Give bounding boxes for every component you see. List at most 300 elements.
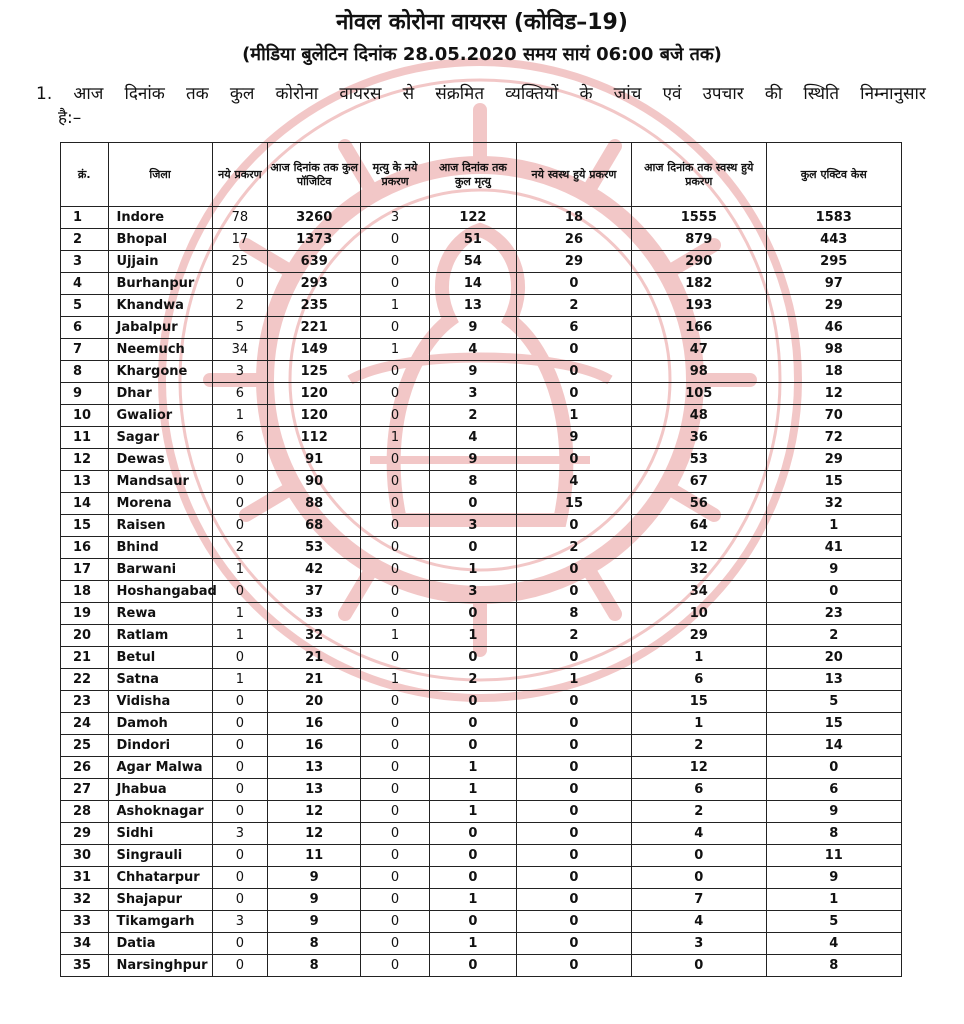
cell-serial: 35: [61, 955, 109, 977]
header-total-deaths: आज दिनांक तक कुल मृत्यु: [429, 143, 516, 207]
cell-active-cases: 29: [766, 449, 902, 471]
intro-word: के: [579, 84, 593, 104]
cell-serial: 23: [61, 691, 109, 713]
table-row: [61, 735, 902, 757]
cell-district: Ratlam: [108, 625, 212, 647]
cell-serial: 30: [61, 845, 109, 867]
table-row: [61, 713, 902, 735]
cell-new-deaths: 0: [361, 845, 430, 867]
cell-district: Betul: [108, 647, 212, 669]
cell-new-recovered: 0: [516, 339, 631, 361]
page-title: नोवल कोरोना वायरस (कोविड–19): [336, 10, 628, 35]
cell-new-deaths: 0: [361, 251, 430, 273]
cell-active-cases: 443: [766, 229, 902, 251]
cell-new-recovered: 0: [516, 581, 631, 603]
cell-new-cases: 0: [212, 647, 268, 669]
table-row: [61, 515, 902, 537]
intro-word: कुल: [229, 84, 255, 104]
cell-total-recovered: 36: [632, 427, 766, 449]
cell-serial: 5: [61, 295, 109, 317]
cell-new-cases: 2: [212, 537, 268, 559]
cell-total-deaths: 1: [429, 889, 516, 911]
cell-new-cases: 0: [212, 955, 268, 977]
cell-serial: 10: [61, 405, 109, 427]
cell-serial: 3: [61, 251, 109, 273]
table-row: [61, 273, 902, 295]
cell-district: Hoshangabad: [108, 581, 212, 603]
intro-word: निम्नानुसार: [860, 84, 926, 104]
cell-total-recovered: 56: [632, 493, 766, 515]
cell-active-cases: 15: [766, 471, 902, 493]
cell-new-cases: 0: [212, 713, 268, 735]
cell-total-recovered: 6: [632, 669, 766, 691]
cell-total-recovered: 12: [632, 537, 766, 559]
cell-district: Ashoknagar: [108, 801, 212, 823]
cell-total-deaths: 1: [429, 933, 516, 955]
cell-active-cases: 2: [766, 625, 902, 647]
cell-serial: 21: [61, 647, 109, 669]
table-row: [61, 383, 902, 405]
cell-total-recovered: 53: [632, 449, 766, 471]
cell-active-cases: 1583: [766, 207, 902, 229]
cell-new-recovered: 0: [516, 955, 631, 977]
cell-total-recovered: 15: [632, 691, 766, 713]
table-row: [61, 625, 902, 647]
cell-total-deaths: 14: [429, 273, 516, 295]
cell-total-positive: 9: [268, 911, 361, 933]
cell-total-deaths: 1: [429, 757, 516, 779]
table-row: [61, 537, 902, 559]
header-total-positive: आज दिनांक तक कुल पॉजिटिव: [268, 143, 361, 207]
cell-total-recovered: 879: [632, 229, 766, 251]
intro-line-2: है:–: [58, 108, 82, 128]
cell-total-positive: 3260: [268, 207, 361, 229]
header-new-recovered: नये स्वस्थ हुये प्रकरण: [516, 143, 631, 207]
table-row: [61, 911, 902, 933]
table-row: [61, 691, 902, 713]
cell-new-recovered: 0: [516, 911, 631, 933]
cell-new-deaths: 3: [361, 207, 430, 229]
cell-new-recovered: 29: [516, 251, 631, 273]
cell-total-positive: 149: [268, 339, 361, 361]
cell-new-cases: 0: [212, 845, 268, 867]
cell-new-recovered: 8: [516, 603, 631, 625]
intro-word: तक: [185, 84, 209, 104]
intro-word: जांच: [613, 84, 642, 104]
cell-new-deaths: 0: [361, 493, 430, 515]
cell-district: Mandsaur: [108, 471, 212, 493]
cell-active-cases: 98: [766, 339, 902, 361]
cell-new-cases: 1: [212, 559, 268, 581]
cell-total-positive: 37: [268, 581, 361, 603]
table-row: [61, 669, 902, 691]
intro-word: दिनांक: [124, 84, 165, 104]
cell-total-positive: 11: [268, 845, 361, 867]
cell-active-cases: 41: [766, 537, 902, 559]
cell-district: Khargone: [108, 361, 212, 383]
cell-total-deaths: 0: [429, 647, 516, 669]
cell-district: Neemuch: [108, 339, 212, 361]
cell-active-cases: 8: [766, 955, 902, 977]
cell-total-positive: 8: [268, 933, 361, 955]
table-row: [61, 889, 902, 911]
cell-new-recovered: 26: [516, 229, 631, 251]
cell-active-cases: 13: [766, 669, 902, 691]
cell-new-deaths: 0: [361, 867, 430, 889]
cell-serial: 1: [61, 207, 109, 229]
cell-district: Indore: [108, 207, 212, 229]
cell-new-recovered: 0: [516, 691, 631, 713]
cell-active-cases: 70: [766, 405, 902, 427]
cell-new-cases: 0: [212, 449, 268, 471]
cell-district: Morena: [108, 493, 212, 515]
cell-new-deaths: 0: [361, 933, 430, 955]
cell-district: Dewas: [108, 449, 212, 471]
cell-total-positive: 120: [268, 405, 361, 427]
cell-new-recovered: 15: [516, 493, 631, 515]
cell-serial: 20: [61, 625, 109, 647]
cell-new-cases: 34: [212, 339, 268, 361]
cell-total-deaths: 4: [429, 427, 516, 449]
cell-serial: 28: [61, 801, 109, 823]
cell-total-recovered: 193: [632, 295, 766, 317]
cell-serial: 17: [61, 559, 109, 581]
cell-total-recovered: 7: [632, 889, 766, 911]
cell-new-deaths: 1: [361, 427, 430, 449]
intro-word: आज: [73, 84, 104, 104]
cell-active-cases: 23: [766, 603, 902, 625]
cell-active-cases: 6: [766, 779, 902, 801]
cell-district: Datia: [108, 933, 212, 955]
cell-new-deaths: 0: [361, 735, 430, 757]
cell-total-recovered: 6: [632, 779, 766, 801]
cell-new-recovered: 9: [516, 427, 631, 449]
cell-serial: 4: [61, 273, 109, 295]
cell-total-recovered: 67: [632, 471, 766, 493]
cell-active-cases: 12: [766, 383, 902, 405]
cell-total-deaths: 1: [429, 801, 516, 823]
cell-serial: 25: [61, 735, 109, 757]
cell-new-cases: 0: [212, 867, 268, 889]
cell-new-cases: 0: [212, 515, 268, 537]
cell-serial: 34: [61, 933, 109, 955]
cell-total-recovered: 32: [632, 559, 766, 581]
cell-total-recovered: 34: [632, 581, 766, 603]
header-new-deaths: मृत्यु के नये प्रकरण: [361, 143, 430, 207]
table-row: [61, 361, 902, 383]
cell-new-cases: 0: [212, 757, 268, 779]
cell-total-recovered: 0: [632, 955, 766, 977]
cell-active-cases: 5: [766, 911, 902, 933]
cell-new-recovered: 0: [516, 515, 631, 537]
cell-district: Damoh: [108, 713, 212, 735]
intro-line-1: [36, 82, 926, 106]
table-row: [61, 845, 902, 867]
cell-new-cases: 17: [212, 229, 268, 251]
cell-active-cases: 14: [766, 735, 902, 757]
cell-new-recovered: 0: [516, 647, 631, 669]
cell-serial: 12: [61, 449, 109, 471]
cell-total-deaths: 0: [429, 823, 516, 845]
table-row: [61, 801, 902, 823]
cell-active-cases: 15: [766, 713, 902, 735]
cell-total-deaths: 0: [429, 955, 516, 977]
cell-new-cases: 78: [212, 207, 268, 229]
cell-district: Rewa: [108, 603, 212, 625]
cell-total-recovered: 3: [632, 933, 766, 955]
cell-new-deaths: 1: [361, 295, 430, 317]
cell-serial: 9: [61, 383, 109, 405]
cell-total-deaths: 0: [429, 493, 516, 515]
cell-serial: 15: [61, 515, 109, 537]
table-row: [61, 493, 902, 515]
cell-new-deaths: 0: [361, 273, 430, 295]
cell-serial: 31: [61, 867, 109, 889]
table-row: [61, 955, 902, 977]
cell-active-cases: 29: [766, 295, 902, 317]
intro-number: 1.: [36, 84, 53, 104]
cell-new-recovered: 0: [516, 757, 631, 779]
cell-district: Shajapur: [108, 889, 212, 911]
cell-district: Khandwa: [108, 295, 212, 317]
table-row: [61, 229, 902, 251]
cell-total-deaths: 3: [429, 581, 516, 603]
cell-total-positive: 33: [268, 603, 361, 625]
cell-total-recovered: 4: [632, 823, 766, 845]
table-row: [61, 251, 902, 273]
header-new-cases: नये प्रकरण: [212, 143, 268, 207]
cell-total-deaths: 8: [429, 471, 516, 493]
cell-district: Bhopal: [108, 229, 212, 251]
cell-new-recovered: 0: [516, 735, 631, 757]
table-row: [61, 603, 902, 625]
table-row: [61, 427, 902, 449]
cell-district: Tikamgarh: [108, 911, 212, 933]
cell-serial: 24: [61, 713, 109, 735]
cell-serial: 6: [61, 317, 109, 339]
cell-total-positive: 21: [268, 647, 361, 669]
cell-new-deaths: 0: [361, 801, 430, 823]
cell-district: Jhabua: [108, 779, 212, 801]
cell-total-deaths: 0: [429, 845, 516, 867]
cell-total-deaths: 9: [429, 361, 516, 383]
cell-new-recovered: 1: [516, 669, 631, 691]
cell-new-recovered: 0: [516, 713, 631, 735]
table-row: [61, 823, 902, 845]
cell-total-positive: 32: [268, 625, 361, 647]
intro-paragraph: [36, 82, 926, 130]
table-row: [61, 339, 902, 361]
cell-district: Sidhi: [108, 823, 212, 845]
cell-new-deaths: 0: [361, 405, 430, 427]
table-body: [61, 207, 902, 977]
cell-total-recovered: 98: [632, 361, 766, 383]
cell-new-recovered: 0: [516, 801, 631, 823]
cell-new-deaths: 0: [361, 713, 430, 735]
cell-district: Chhatarpur: [108, 867, 212, 889]
cell-total-deaths: 2: [429, 669, 516, 691]
cell-serial: 26: [61, 757, 109, 779]
cell-new-recovered: 0: [516, 779, 631, 801]
cell-new-cases: 1: [212, 405, 268, 427]
cell-new-cases: 0: [212, 581, 268, 603]
cell-total-positive: 21: [268, 669, 361, 691]
cell-district: Dindori: [108, 735, 212, 757]
cell-active-cases: 4: [766, 933, 902, 955]
cell-total-positive: 639: [268, 251, 361, 273]
cell-total-recovered: 48: [632, 405, 766, 427]
cell-total-positive: 20: [268, 691, 361, 713]
cell-total-positive: 112: [268, 427, 361, 449]
cell-serial: 27: [61, 779, 109, 801]
cell-new-deaths: 0: [361, 515, 430, 537]
intro-word: स्थिति: [803, 84, 840, 104]
table-row: [61, 757, 902, 779]
cell-active-cases: 46: [766, 317, 902, 339]
intro-word: से: [402, 84, 415, 104]
cell-new-cases: 0: [212, 779, 268, 801]
cell-new-recovered: 6: [516, 317, 631, 339]
cell-district: Jabalpur: [108, 317, 212, 339]
cell-new-recovered: 2: [516, 625, 631, 647]
cell-total-deaths: 1: [429, 779, 516, 801]
cell-serial: 7: [61, 339, 109, 361]
cell-total-deaths: 0: [429, 911, 516, 933]
cell-new-cases: 1: [212, 603, 268, 625]
cell-total-positive: 13: [268, 779, 361, 801]
cell-new-recovered: 1: [516, 405, 631, 427]
cell-new-cases: 2: [212, 295, 268, 317]
cell-total-deaths: 9: [429, 449, 516, 471]
header-total-recovered: आज दिनांक तक स्वस्थ हुये प्रकरण: [632, 143, 766, 207]
cell-total-recovered: 47: [632, 339, 766, 361]
intro-word: उपचार: [702, 84, 744, 104]
table-row: [61, 449, 902, 471]
cell-total-deaths: 0: [429, 537, 516, 559]
intro-word: एवं: [662, 84, 682, 104]
cell-active-cases: 0: [766, 757, 902, 779]
cell-new-cases: 1: [212, 625, 268, 647]
cell-new-cases: 1: [212, 669, 268, 691]
cell-total-recovered: 12: [632, 757, 766, 779]
cell-new-deaths: 0: [361, 449, 430, 471]
cell-total-deaths: 1: [429, 559, 516, 581]
cell-new-cases: 0: [212, 889, 268, 911]
cell-new-cases: 6: [212, 383, 268, 405]
cell-total-recovered: 10: [632, 603, 766, 625]
cell-total-deaths: 4: [429, 339, 516, 361]
cell-active-cases: 32: [766, 493, 902, 515]
cell-total-positive: 68: [268, 515, 361, 537]
cell-active-cases: 0: [766, 581, 902, 603]
cell-new-recovered: 2: [516, 537, 631, 559]
cell-new-cases: 3: [212, 911, 268, 933]
cell-total-positive: 235: [268, 295, 361, 317]
cell-total-positive: 120: [268, 383, 361, 405]
cell-new-deaths: 0: [361, 757, 430, 779]
cell-new-cases: 3: [212, 361, 268, 383]
cell-total-positive: 42: [268, 559, 361, 581]
cell-total-recovered: 29: [632, 625, 766, 647]
cell-new-cases: 0: [212, 691, 268, 713]
district-covid-table: [60, 142, 902, 977]
cell-serial: 22: [61, 669, 109, 691]
cell-serial: 32: [61, 889, 109, 911]
cell-total-positive: 9: [268, 889, 361, 911]
cell-total-positive: 1373: [268, 229, 361, 251]
cell-total-deaths: 9: [429, 317, 516, 339]
intro-word: संक्रमित: [435, 84, 485, 104]
cell-new-deaths: 0: [361, 691, 430, 713]
cell-active-cases: 5: [766, 691, 902, 713]
cell-district: Bhind: [108, 537, 212, 559]
cell-new-cases: 0: [212, 933, 268, 955]
cell-total-recovered: 4: [632, 911, 766, 933]
cell-district: Vidisha: [108, 691, 212, 713]
cell-total-recovered: 182: [632, 273, 766, 295]
cell-total-positive: 90: [268, 471, 361, 493]
cell-total-recovered: 1555: [632, 207, 766, 229]
cell-district: Barwani: [108, 559, 212, 581]
cell-total-positive: 13: [268, 757, 361, 779]
intro-word: कोरोना: [275, 84, 319, 104]
cell-new-deaths: 0: [361, 383, 430, 405]
table-row: [61, 405, 902, 427]
cell-new-deaths: 0: [361, 779, 430, 801]
cell-active-cases: 20: [766, 647, 902, 669]
cell-new-recovered: 0: [516, 383, 631, 405]
cell-active-cases: 1: [766, 515, 902, 537]
cell-new-deaths: 0: [361, 603, 430, 625]
cell-district: Agar Malwa: [108, 757, 212, 779]
cell-serial: 18: [61, 581, 109, 603]
cell-new-deaths: 0: [361, 823, 430, 845]
cell-new-deaths: 0: [361, 889, 430, 911]
cell-district: Dhar: [108, 383, 212, 405]
cell-total-positive: 91: [268, 449, 361, 471]
cell-new-deaths: 0: [361, 317, 430, 339]
cell-serial: 13: [61, 471, 109, 493]
cell-serial: 8: [61, 361, 109, 383]
table-header-row: [61, 143, 902, 207]
intro-word: की: [764, 84, 783, 104]
cell-new-recovered: 0: [516, 933, 631, 955]
cell-new-recovered: 0: [516, 361, 631, 383]
cell-total-deaths: 0: [429, 867, 516, 889]
cell-district: Narsinghpur: [108, 955, 212, 977]
table-row: [61, 559, 902, 581]
cell-new-recovered: 0: [516, 449, 631, 471]
cell-active-cases: 8: [766, 823, 902, 845]
cell-new-cases: 5: [212, 317, 268, 339]
bulletin-subtitle: (मीडिया बुलेटिन दिनांक 28.05.2020 समय सायं 06:00 बजे तक): [242, 44, 722, 65]
table-row: [61, 647, 902, 669]
header-serial: क्रं.: [61, 143, 109, 207]
cell-active-cases: 295: [766, 251, 902, 273]
cell-district: Raisen: [108, 515, 212, 537]
table-row: [61, 867, 902, 889]
cell-new-deaths: 0: [361, 361, 430, 383]
cell-total-deaths: 13: [429, 295, 516, 317]
cell-total-recovered: 1: [632, 647, 766, 669]
cell-total-deaths: 2: [429, 405, 516, 427]
cell-total-recovered: 2: [632, 801, 766, 823]
cell-new-deaths: 0: [361, 229, 430, 251]
cell-total-deaths: 51: [429, 229, 516, 251]
cell-new-cases: 0: [212, 471, 268, 493]
cell-total-positive: 16: [268, 713, 361, 735]
cell-total-positive: 9: [268, 867, 361, 889]
